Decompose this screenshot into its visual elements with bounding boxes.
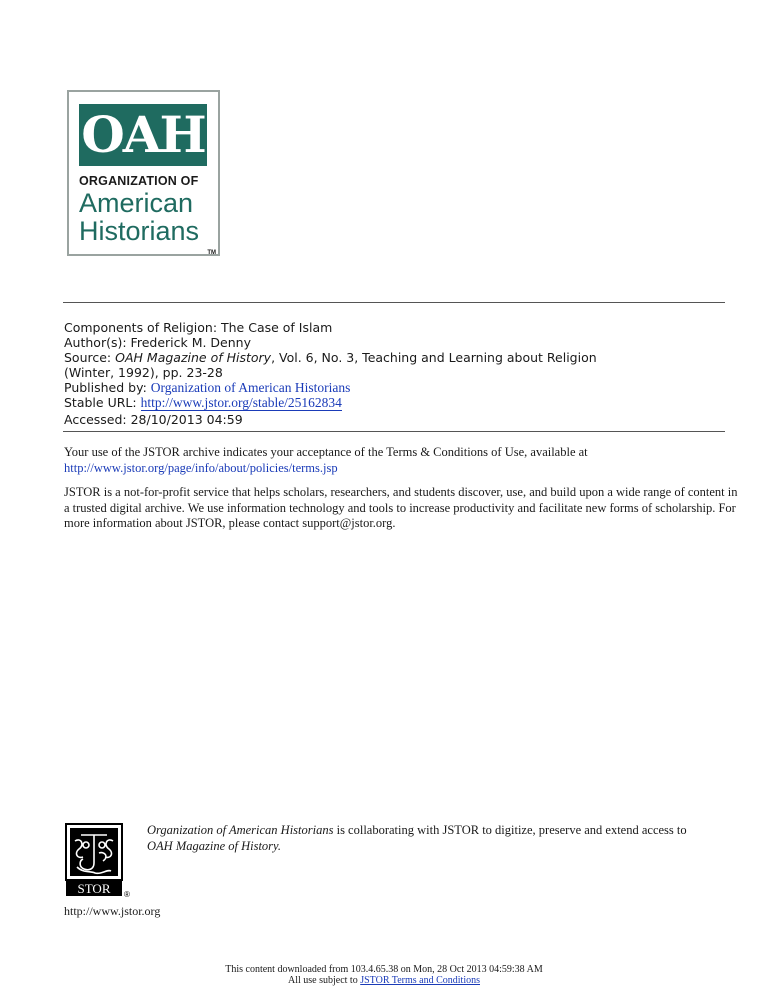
publisher-line [64,380,350,396]
bottom-divider [63,431,725,432]
footer [0,964,768,986]
published-label: Published by: [64,380,147,395]
oah-logo [67,90,220,256]
oah-logo-line2: American [79,188,194,218]
stable-url-label: Stable URL: [64,395,137,410]
source-line [64,350,597,366]
stable-url-line [64,395,342,411]
top-divider [63,302,725,303]
terms-text: Your use of the JSTOR archive indicates your acceptance of the Terms & Conditions of Use, available at [64,445,588,459]
registered-mark: ® [124,890,130,899]
author-label: Author(s): [64,335,127,350]
source-detail: , Vol. 6, No. 3, Teaching and Learning about Religion [271,350,597,365]
oah-logo-tm: TM [207,250,216,256]
terms-link[interactable]: http://www.jstor.org/page/info/about/policies/terms.jsp [64,460,338,475]
collab-text: is collaborating with JSTOR to digitize, preserve and extend access to [333,823,687,837]
terms-paragraph [64,445,744,476]
author-name: Frederick M. Denny [130,335,251,350]
terms-conditions-link[interactable]: JSTOR Terms and Conditions [360,975,480,986]
footer-line1: This content downloaded from 103.4.65.38 on Mon, 28 Oct 2013 04:59:38 AM [225,964,543,975]
stable-url-link[interactable]: http://www.jstor.org/stable/25162834 [140,395,342,410]
jstor-logo [65,823,131,899]
oah-logo-line3: Historians [79,216,200,246]
source-line-2: (Winter, 1992), pp. 23-28 [64,365,223,380]
article-title: Components of Religion: The Case of Islam [64,320,333,335]
about-paragraph: JSTOR is a not-for-profit service that helps scholars, researchers, and students discover, use, and build upon a wide range of content in a trusted digital archive. We use information technology and tools to increase productivity and facilitate new forms of scholarship. For more information about JSTOR, please contact support@jstor.org. [64,485,738,530]
collab-journal: OAH Magazine of History. [147,838,282,853]
collaboration-note [147,823,727,854]
publisher-link[interactable]: Organization of American Historians [150,380,351,395]
collab-org: Organization of American Historians [147,823,334,837]
accessed-line: Accessed: 28/10/2013 04:59 [64,412,243,427]
source-label: Source: [64,350,112,365]
oah-logo-abbrev: OAH [79,104,207,166]
jstor-url[interactable]: http://www.jstor.org [64,904,161,918]
author-line [64,335,251,351]
jstor-logo-text: STOR [77,881,111,896]
oah-logo-line1: ORGANIZATION OF [79,174,199,188]
footer-line2 [0,975,768,986]
source-journal: OAH Magazine of History [115,350,272,365]
footer-prefix: All use subject to [288,975,361,986]
